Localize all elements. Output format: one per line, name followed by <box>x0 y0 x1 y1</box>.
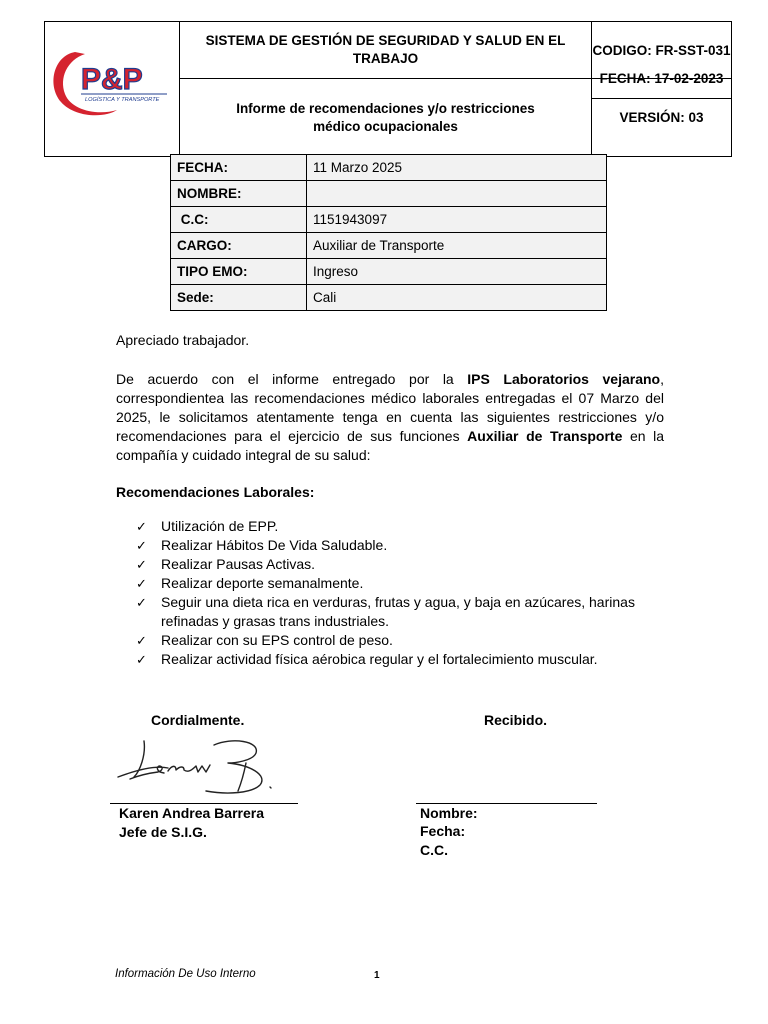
table-row: FECHA: 11 Marzo 2025 <box>171 155 607 181</box>
receiver-cc-label: C.C. <box>420 842 448 858</box>
list-item: ✓ Utilización de EPP. <box>136 518 279 534</box>
footer-note: Información De Uso Interno <box>115 968 256 980</box>
list-item: ✓ Realizar Pausas Activas. <box>136 556 316 572</box>
table-row: CARGO: Auxiliar de Transporte <box>171 233 607 259</box>
document-version: VERSIÓN: 03 <box>619 110 704 125</box>
date-version-cell <box>592 71 732 157</box>
handwritten-signature <box>110 735 290 801</box>
signer-name: Karen Andrea Barrera <box>119 805 264 821</box>
table-row: NOMBRE: <box>171 181 607 207</box>
system-title: SISTEMA DE GESTIÓN DE SEGURIDAD Y SALUD EN EL TRABAJO <box>180 22 592 79</box>
list-item: ✓ Realizar deporte semanalmente. <box>136 575 364 591</box>
receiver-name-label: Nombre: <box>420 805 478 821</box>
table-row: Sede: Cali <box>171 285 607 311</box>
document-title: Informe de recomendaciones y/o restricciones médico ocupacionales <box>180 79 592 157</box>
checkmark-icon: ✓ <box>136 595 147 610</box>
document-date: FECHA: 17-02-2023 <box>592 60 731 99</box>
worker-info-table <box>170 154 607 311</box>
document-code: CODIGO: FR-SST-031 <box>592 22 732 79</box>
intro-paragraph: De acuerdo con el informe entregado por la IPS Laboratorios vejarano, correspondientea las recomendaciones médico laborales entregadas el 07 Marzo del 2025, le solicitamos atentamente tenga en cuenta las siguientes restricciones y/o recomendaciones para el ejercicio de sus funciones Auxiliar de Transporte en la compañía y cuidado integral de su salud: <box>116 371 665 463</box>
signer-role: Jefe de S.I.G. <box>119 824 207 840</box>
list-item: ✓ Realizar Hábitos De Vida Saludable. <box>136 537 388 553</box>
table-row: TIPO EMO: Ingreso <box>171 259 607 285</box>
receiver-date-label: Fecha: <box>420 823 466 839</box>
closing-right: Recibido. <box>484 712 548 728</box>
checkmark-icon: ✓ <box>136 557 147 572</box>
logo-text: P&P <box>81 62 143 96</box>
recommendations-list <box>136 517 676 669</box>
recommendations-heading: Recomendaciones Laborales: <box>116 484 315 500</box>
company-logo <box>45 30 179 144</box>
checkmark-icon: ✓ <box>136 633 147 648</box>
list-item: ✓ Realizar con su EPS control de peso. <box>136 632 393 648</box>
checkmark-icon: ✓ <box>136 652 147 667</box>
list-item: ✓ Seguir una dieta rica en verduras, frutas y agua, y baja en azúcares, harinas refinadas y grasas trans industriales. <box>136 594 635 629</box>
logo-subtitle: LOGÍSTICA Y TRANSPORTE <box>85 96 160 103</box>
checkmark-icon: ✓ <box>136 538 147 553</box>
checkmark-icon: ✓ <box>136 519 147 534</box>
page-number: 1 <box>374 970 380 981</box>
checkmark-icon: ✓ <box>136 576 147 591</box>
closing-left: Cordialmente. <box>151 712 245 728</box>
greeting: Apreciado trabajador. <box>116 332 250 348</box>
header-table <box>44 21 732 157</box>
list-item: ✓ Realizar actividad física aérobica regular y el fortalecimiento muscular. <box>136 651 598 667</box>
table-row: C.C: 1151943097 <box>171 207 607 233</box>
logo-cell <box>45 22 180 157</box>
